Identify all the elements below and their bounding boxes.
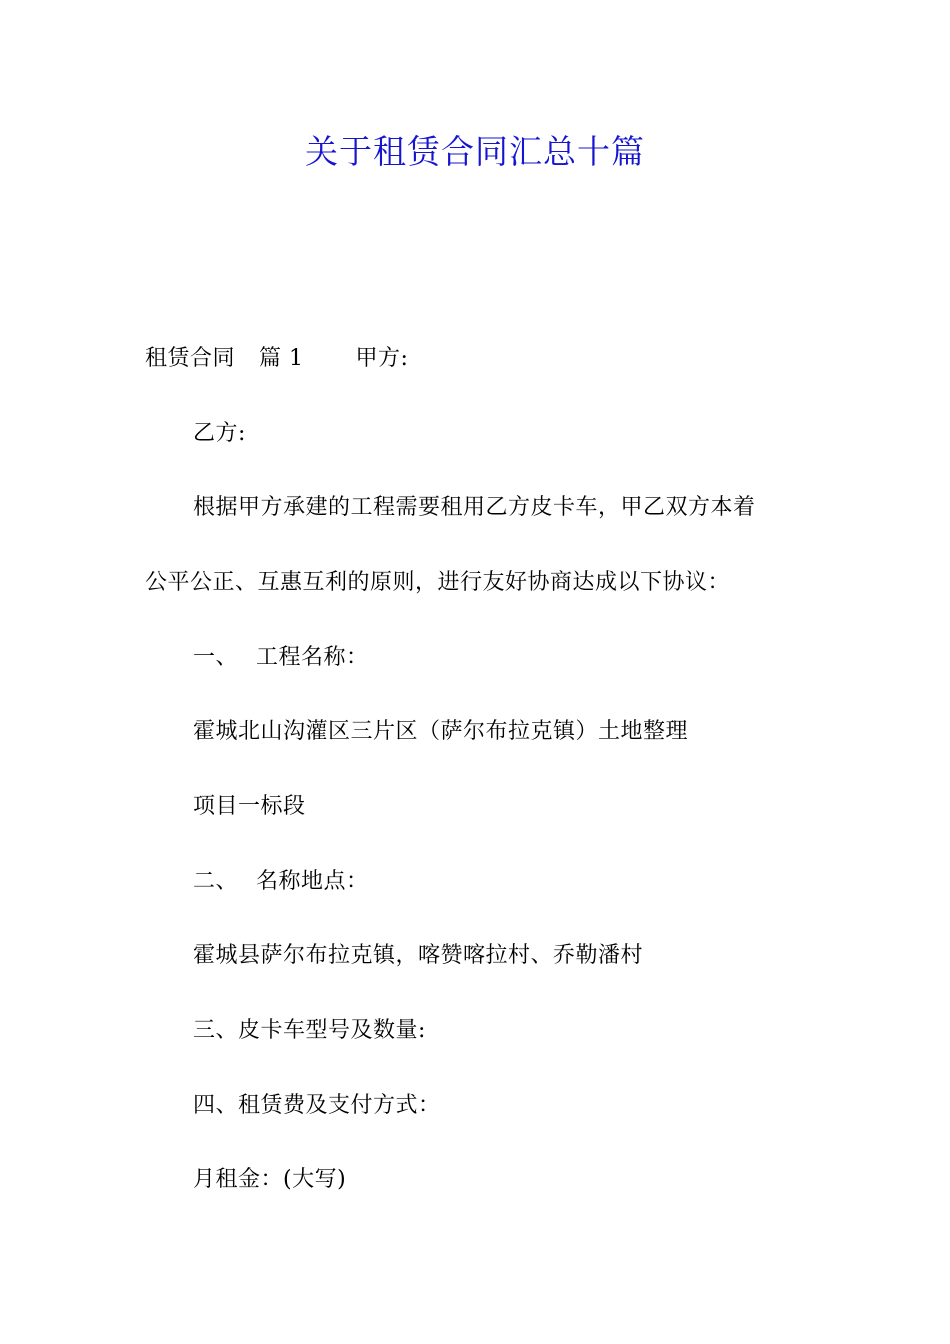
section-2-number: 二、 <box>193 869 239 894</box>
heading-number: 篇 1 <box>259 346 304 371</box>
section-4-heading: 四、租赁费及支付方式： <box>193 1093 441 1118</box>
document-title: 关于租赁合同汇总十篇 <box>305 132 645 171</box>
intro-paragraph-line-2: 公平公正、互惠互利的原则，进行友好协商达成以下协议： <box>145 570 731 595</box>
party-b-label: 乙方: <box>193 421 246 446</box>
project-name-line-1: 霍城北山沟灌区三片区（萨尔布拉克镇）土地整理 <box>193 719 689 744</box>
section-1-number: 一、 <box>193 645 239 670</box>
project-name-line-2: 项目一标段 <box>193 794 306 819</box>
section-2-heading <box>193 866 369 898</box>
heading-label: 租赁合同 <box>145 346 236 371</box>
location-text: 霍城县萨尔布拉克镇，喀赞喀拉村、乔勒潘村 <box>193 943 644 968</box>
contract-heading <box>145 343 408 375</box>
monthly-rent-label: 月租金：(大写) <box>193 1167 347 1192</box>
intro-paragraph-line-1: 根据甲方承建的工程需要租用乙方皮卡车，甲乙双方本着 <box>193 495 756 520</box>
party-a-label: 甲方: <box>355 346 409 371</box>
section-3-heading: 三、皮卡车型号及数量: <box>193 1018 426 1043</box>
section-1-heading <box>193 642 369 674</box>
section-1-title: 工程名称： <box>256 645 369 670</box>
section-2-title: 名称地点： <box>256 869 369 894</box>
